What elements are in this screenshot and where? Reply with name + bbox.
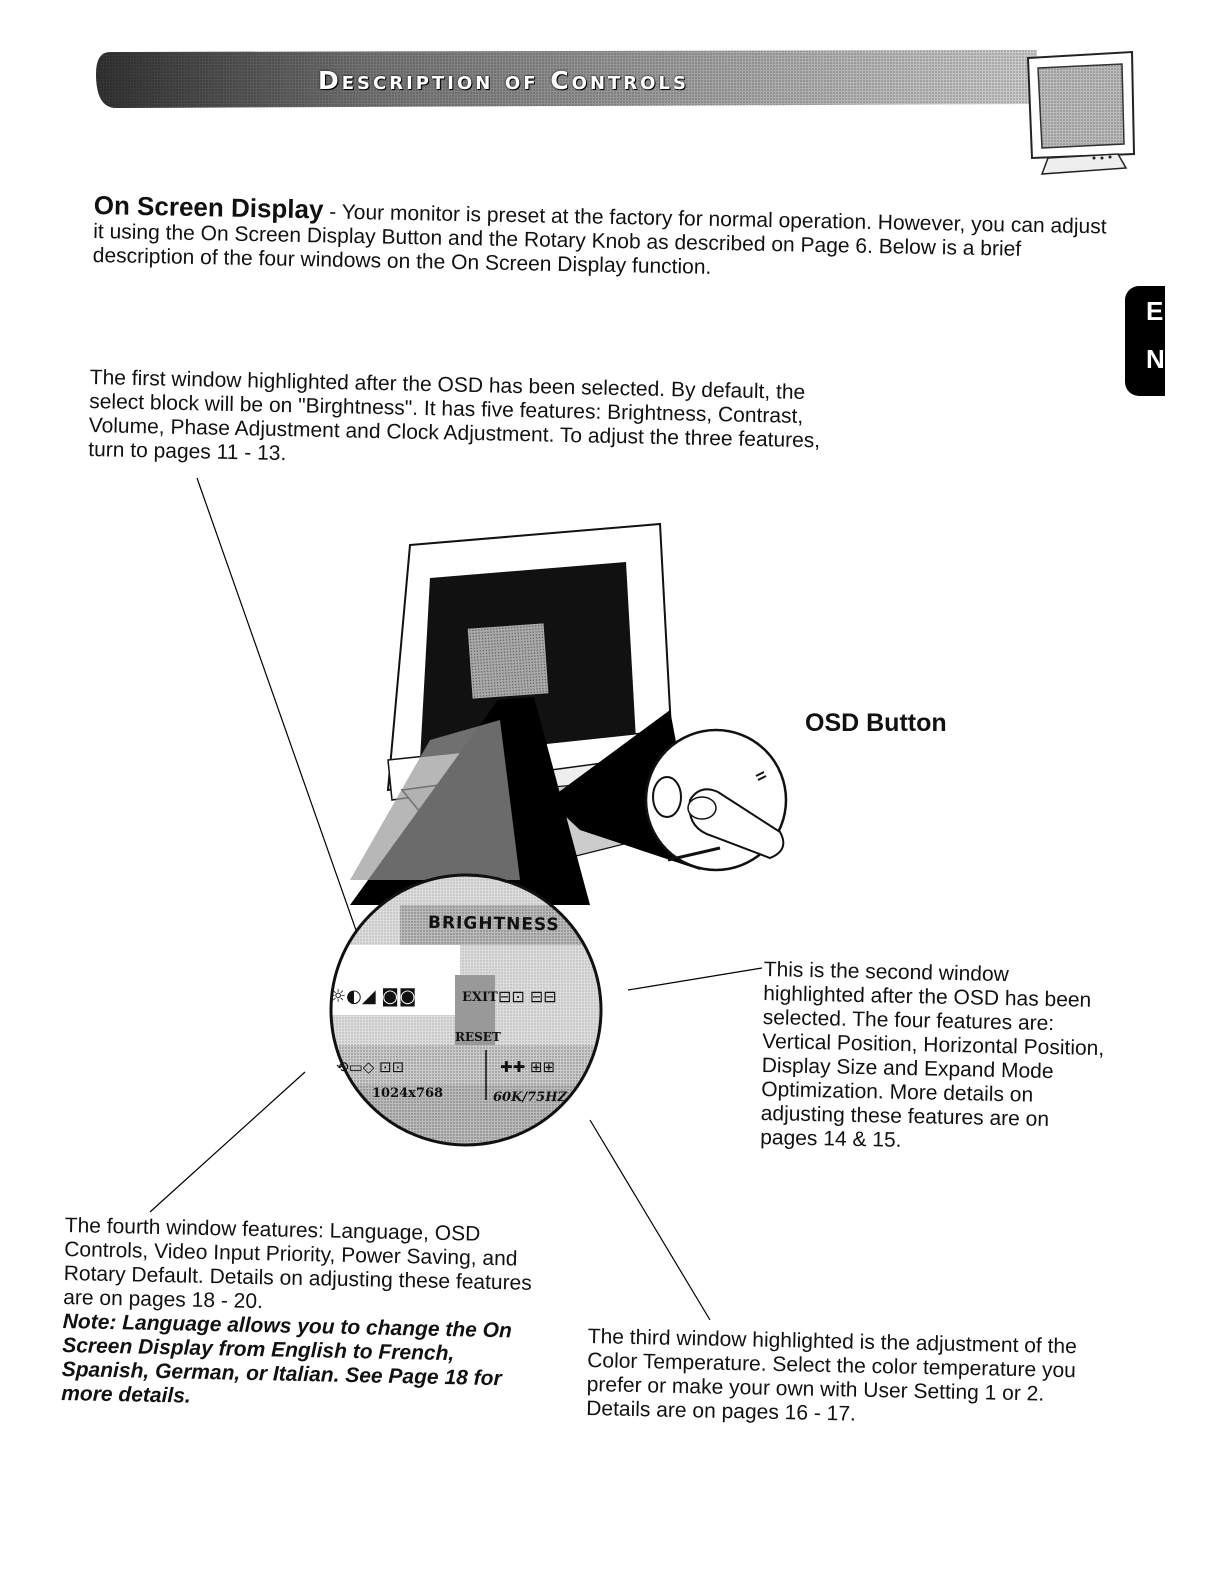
intro-text: - Your monitor is preset at the factory for normal operation. However, you can adjust it using the On Screen Display Button and the Rotary Knob as described on Page 6. Below is a brief description of the four windows on the On Screen Display function. xyxy=(92,200,1107,279)
svg-text:✚✚ ⊞⊞: ✚✚ ⊞⊞ xyxy=(500,1058,556,1076)
fourth-window-text: The fourth window features: Language, OSD Controls, Video Input Priority, Power Saving, and Rotary Default. Details on adjusting these features are on pages 18 - 20. xyxy=(63,1214,532,1314)
edge-tab-letter: N xyxy=(1146,344,1165,374)
svg-text:⊟⊡ ⊟⊟: ⊟⊡ ⊟⊟ xyxy=(498,987,557,1006)
language-note: Note: Language allows you to change the On Screen Display from English to French, Spanish, German, or Italian. See Page 18 for more details. xyxy=(60,1309,513,1408)
osd-resolution: 1024x768 xyxy=(372,1086,444,1101)
page-title: Description of Controls xyxy=(318,66,689,95)
third-window-description: The third window highlighted is the adjustment of the Color Temperature. Select the color temperature you prefer or make your own with User Setting 1 or 2. Details are on pages 16 - 17. xyxy=(586,1325,1078,1426)
svg-text:⟲▭◇ ⊡⊡: ⟲▭◇ ⊡⊡ xyxy=(336,1058,405,1076)
intro-lead: On Screen Display xyxy=(93,190,324,225)
second-window-description: This is the second window highlighted after the OSD has been selected. The four features are: Vertical Position, Horizontal Position, Display Size and Expand Mode Optimization. More details on adjusting these features are on pages 14 & 15. xyxy=(760,958,1105,1152)
svg-text:☼◐◢ ◙◙: ☼◐◢ ◙◙ xyxy=(330,986,417,1007)
first-window-description: The first window highlighted after the OSD has been selected. By default, the select block will be on "Birghtness". It has five features: Brightness, Contrast, Volume, Phase Adjustment and Clock Adjustment. To adjust the three features, turn to pages 11 - 13. xyxy=(88,366,821,466)
osd-reset-button: RESET xyxy=(455,1030,501,1044)
edge-tab-letter: E xyxy=(1146,296,1164,326)
osd-window-title: BRIGHTNESS xyxy=(427,912,560,936)
fourth-window-description xyxy=(61,1214,545,1416)
osd-exit-button: EXIT xyxy=(462,990,498,1005)
osd-button-label: OSD Button xyxy=(805,709,947,737)
monitor-illustration xyxy=(350,524,672,905)
osd-frequency: 60K/75HZ xyxy=(493,1090,568,1105)
